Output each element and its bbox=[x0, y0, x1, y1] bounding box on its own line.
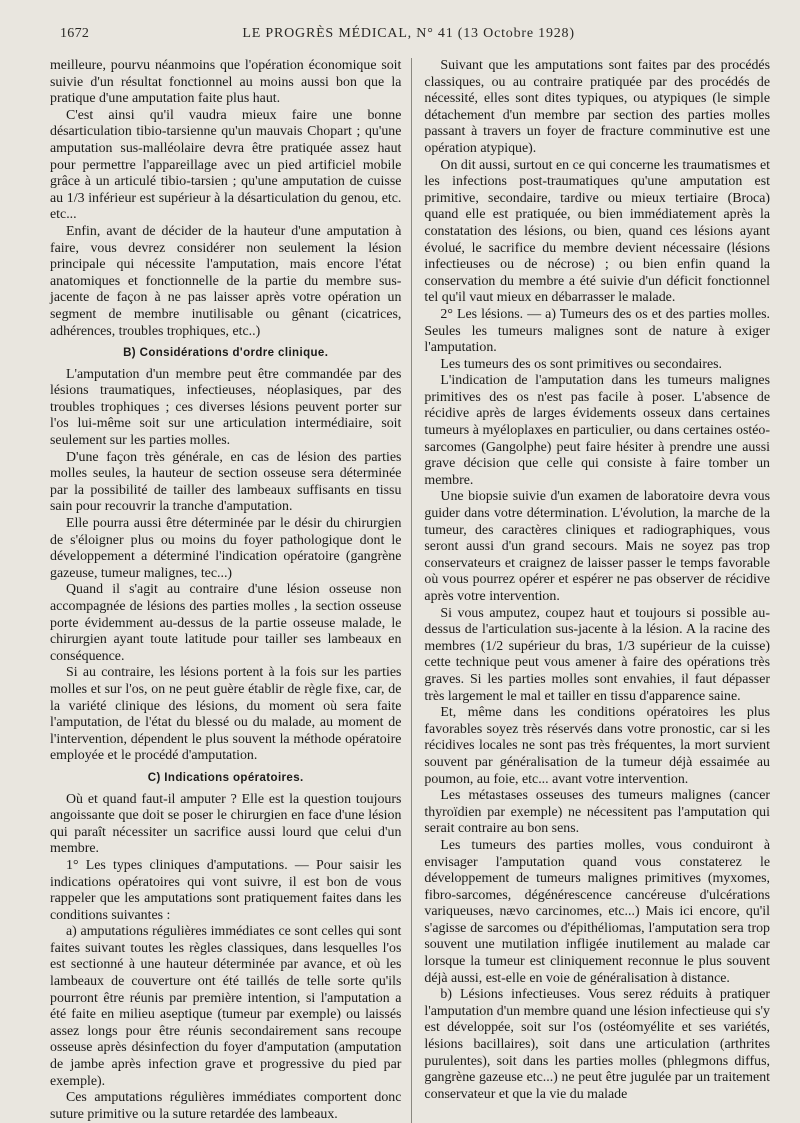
left-column bbox=[50, 58, 412, 1123]
paragraph: Où et quand faut-il amputer ? Elle est la question toujours angoissante que doit se poser le chirurgien en face d'une lésion qui paraît nécessiter un sacrifice aussi lourd que celui d'un membre. bbox=[50, 791, 402, 857]
paragraph: Elle pourra aussi être déterminée par le désir du chirurgien de s'éloigner plus ou moins du foyer pathologique dont le développement a déterminé l'indication opératoire (gangrène gazeuse, tumeur malignes, tec...) bbox=[50, 516, 402, 581]
paragraph: Enfin, avant de décider de la hauteur d'une amputation à faire, vous devrez considérer non seulement la lésion principale qui nécessite l'amputation, mais encore l'état anatomiques et fonctionnelle de la partie du membre sus-jacente de façon à ne pas laisser après votre opération un segment de membre inutilisable ou gênant (cicatrices, adhérences, troubles trophiques, etc..) bbox=[50, 223, 402, 339]
journal-title: LE PROGRÈS MÉDICAL, N° 41 (13 Octobre 1928) bbox=[242, 26, 575, 41]
paragraph: Une biopsie suivie d'un examen de laboratoire devra vous guider dans votre détermination. L'évolution, la marche de la tumeur, des caractères cliniques et radiographiques, vous seront aussi d'un grand secours. Mais ne soyez pas trop conservateurs et craignez de laisser passer le temps favorable où vous pourrez opérer et espérer ne pas observer de récidive après votre intervention. bbox=[424, 489, 770, 604]
paragraph: D'une façon très générale, en cas de lésion des parties molles seules, la hauteur de section osseuse sera déterminée par la possibilité de tailler des lambeaux suffisants en tissu sain pour recouvrir la tranche d'amputation. bbox=[50, 449, 402, 515]
running-header bbox=[50, 26, 770, 42]
paragraph: Les tumeurs des parties molles, vous conduiront à envisager l'amputation quand vous constaterez le développement de tumeurs malignes primitives (myxomes, fibro-sarcomes, dégénérescence cancéreuse d'ulcérations variqueuses, nævo carcinomes, etc...) Mais ici encore, qu'il s'agisse de sarcomes ou d'épithéliomas, l'amputation sera trop souvent une mutilation infligée inutilement au malade car lorsque la tumeur est cliniquement reconnue le plus souvent déjà aussi, est-elle en voie de généralisation à distance. bbox=[424, 837, 770, 986]
paragraph: Suivant que les amputations sont faites par des procédés classiques, ou au contraire pratiquée par des procédés de nécessité, elles sont dites typiques, ou atypiques (le simple détachement d'un membre par section des parties molles passant à travers un foyer de fracture comminutive est une opération atypique). bbox=[424, 58, 770, 156]
paragraph: C'est ainsi qu'il vaudra mieux faire une bonne désarticulation tibio-tarsienne qu'un mauvais Chopart ; qu'une amputation sus-malléolaire devra être pratiquée assez haut pour permettre l'appareillage avec un pied artificiel mobile grâce à un articulé tibio-tarsien ; qu'une amputation de cuisse au 1/3 inférieur est supérieur à la désarticulation du genou, etc. etc... bbox=[50, 107, 402, 223]
paragraph: Et, même dans les conditions opératoires les plus favorables soyez très réservés dans votre pronostic, car si les récidives locales ne sont pas très fréquentes, la mort survient souvent par généralisation de la tumeur déjà essaimée au poumon, au foie, etc... avant votre intervention. bbox=[424, 705, 770, 787]
paragraph: Si au contraire, les lésions portent à la fois sur les parties molles et sur l'os, on ne peut guère établir de règle fixe, car, de la variété clinique des lésions, du moment où sera faite l'amputation, de l'état du blessé ou du malade, au moment de l'intervention, dépendent le plus souvent la méthode opératoire employée et le procédé d'amputation. bbox=[50, 665, 402, 764]
section-heading: B) Considérations d'ordre clinique. bbox=[123, 347, 329, 360]
paragraph: Si vous amputez, coupez haut et toujours si possible au-dessus de l'articulation sus-jacente à la lésion. A la racine des membres (1/2 supérieur du bras, 1/3 supérieur de la cuisse) cette technique peut vous amener à faire des opérations très graves. Si les parties molles sont envahies, il faut dépasser très largement le mal et tailler en tissu d'apparence saine. bbox=[424, 605, 770, 704]
paragraph: Quand il s'agit au contraire d'une lésion osseuse non accompagnée de lésions des parties molles , la section osseuse porte évidemment au-dessus de la partie osseuse malade, le chirurgien ayant toute latitude pour tailler ses lambeaux en conséquence. bbox=[50, 582, 402, 664]
paragraph: Ces amputations régulières immédiates comportent donc suture primitive ou la suture retardée des lambeaux. bbox=[50, 1090, 402, 1122]
right-column bbox=[412, 58, 770, 1123]
paragraph: On dit aussi, surtout en ce qui concerne les traumatismes et les infections post-traumatiques qu'une amputation est primitive, secondaire, tardive ou mieux tertiaire (Broca) quand elle est pratiquée, ou bien immédiatement après la constatation des lésions, ou bien, quand ces lésions ayant évolué, le sacrifice du membre devient nécessaire (lésions infectieuses ou de nécrose) ; ou bien enfin quand la conservation du membre a été suivie d'un déficit fonctionnel tel qu'il vaut mieux en débarrasser le malade. bbox=[424, 157, 770, 306]
paragraph: L'amputation d'un membre peut être commandée par des lésions traumatiques, infectieuses, néoplasiques, par des troubles trophiques ; ces diverses lésions peuvent porter sur l'os lui-même soit sur une articulation intermédiaire, soit seulement sur les parties molles. bbox=[50, 366, 402, 449]
paragraph: meilleure, pourvu néanmoins que l'opération économique soit suivie d'un résultat fonctionnel au moins aussi bon que la pratique d'une amputation faite plus haut. bbox=[50, 58, 402, 107]
paragraph: b) Lésions infectieuses. Vous serez réduits à pratiquer l'amputation d'un membre quand une lésion infectieuse qui s'y est développée, soit sur l'os (ostéomyélite et ses variétés, lésions bacillaires), soit dans une articulation (arthrites purulentes), soit dans les parties molles (phlegmons diffus, gangrène gazeuse etc...) ne peut être jugulée par un traitement conservateur et que la vie du malade bbox=[424, 987, 770, 1102]
two-column-body bbox=[50, 58, 770, 1123]
paragraph: L'indication de l'amputation dans les tumeurs malignes primitives des os n'est pas facile à poser. L'absence de récidive après de larges évidements osseux dans certaines tumeurs à myéloplaxes en particulier, ou dans certaines ostéo-sarcomes (Gangolphe) peut faire hésiter à prendre une aussi grave décision que celle qui consiste à faire tomber un membre. bbox=[424, 373, 770, 488]
paragraph: 1° Les types cliniques d'amputations. — Pour saisir les indications opératoires qui vont suivre, il est bon de vous rappeler que les amputations sont pratiquement faites dans les conditions suivantes : bbox=[50, 857, 402, 923]
paragraph: Les métastases osseuses des tumeurs malignes (cancer thyroïdien par exemple) ne nécessitent pas l'amputation qui serait contraire au bon sens. bbox=[424, 788, 770, 837]
paragraph: 2° Les lésions. — a) Tumeurs des os et des parties molles. Seules les tumeurs malignes sont de nature à exiger l'amputation. bbox=[424, 306, 770, 356]
paragraph: Les tumeurs des os sont primitives ou secondaires. bbox=[440, 356, 723, 372]
section-heading: C) Indications opératoires. bbox=[147, 771, 304, 784]
page-number: 1672 bbox=[60, 26, 90, 41]
paragraph: a) amputations régulières immédiates ce sont celles qui sont faites suivant toutes les règles classiques, dans lesquelles l'os est sectionné à une hauteur déterminée par avance, et où les lambeaux de couverture ont été taillés de telle sorte qu'ils pourront être réunis par première intention, si l'amputation a été faite en milieu aseptique (tumeur par exemple) ou laissés assez longs pour être réunis secondairement sans recoupe osseuse après désinfection du foyer d'amputation (amputation de jambe après infection grave et progressive du pied par exemple). bbox=[50, 924, 402, 1089]
